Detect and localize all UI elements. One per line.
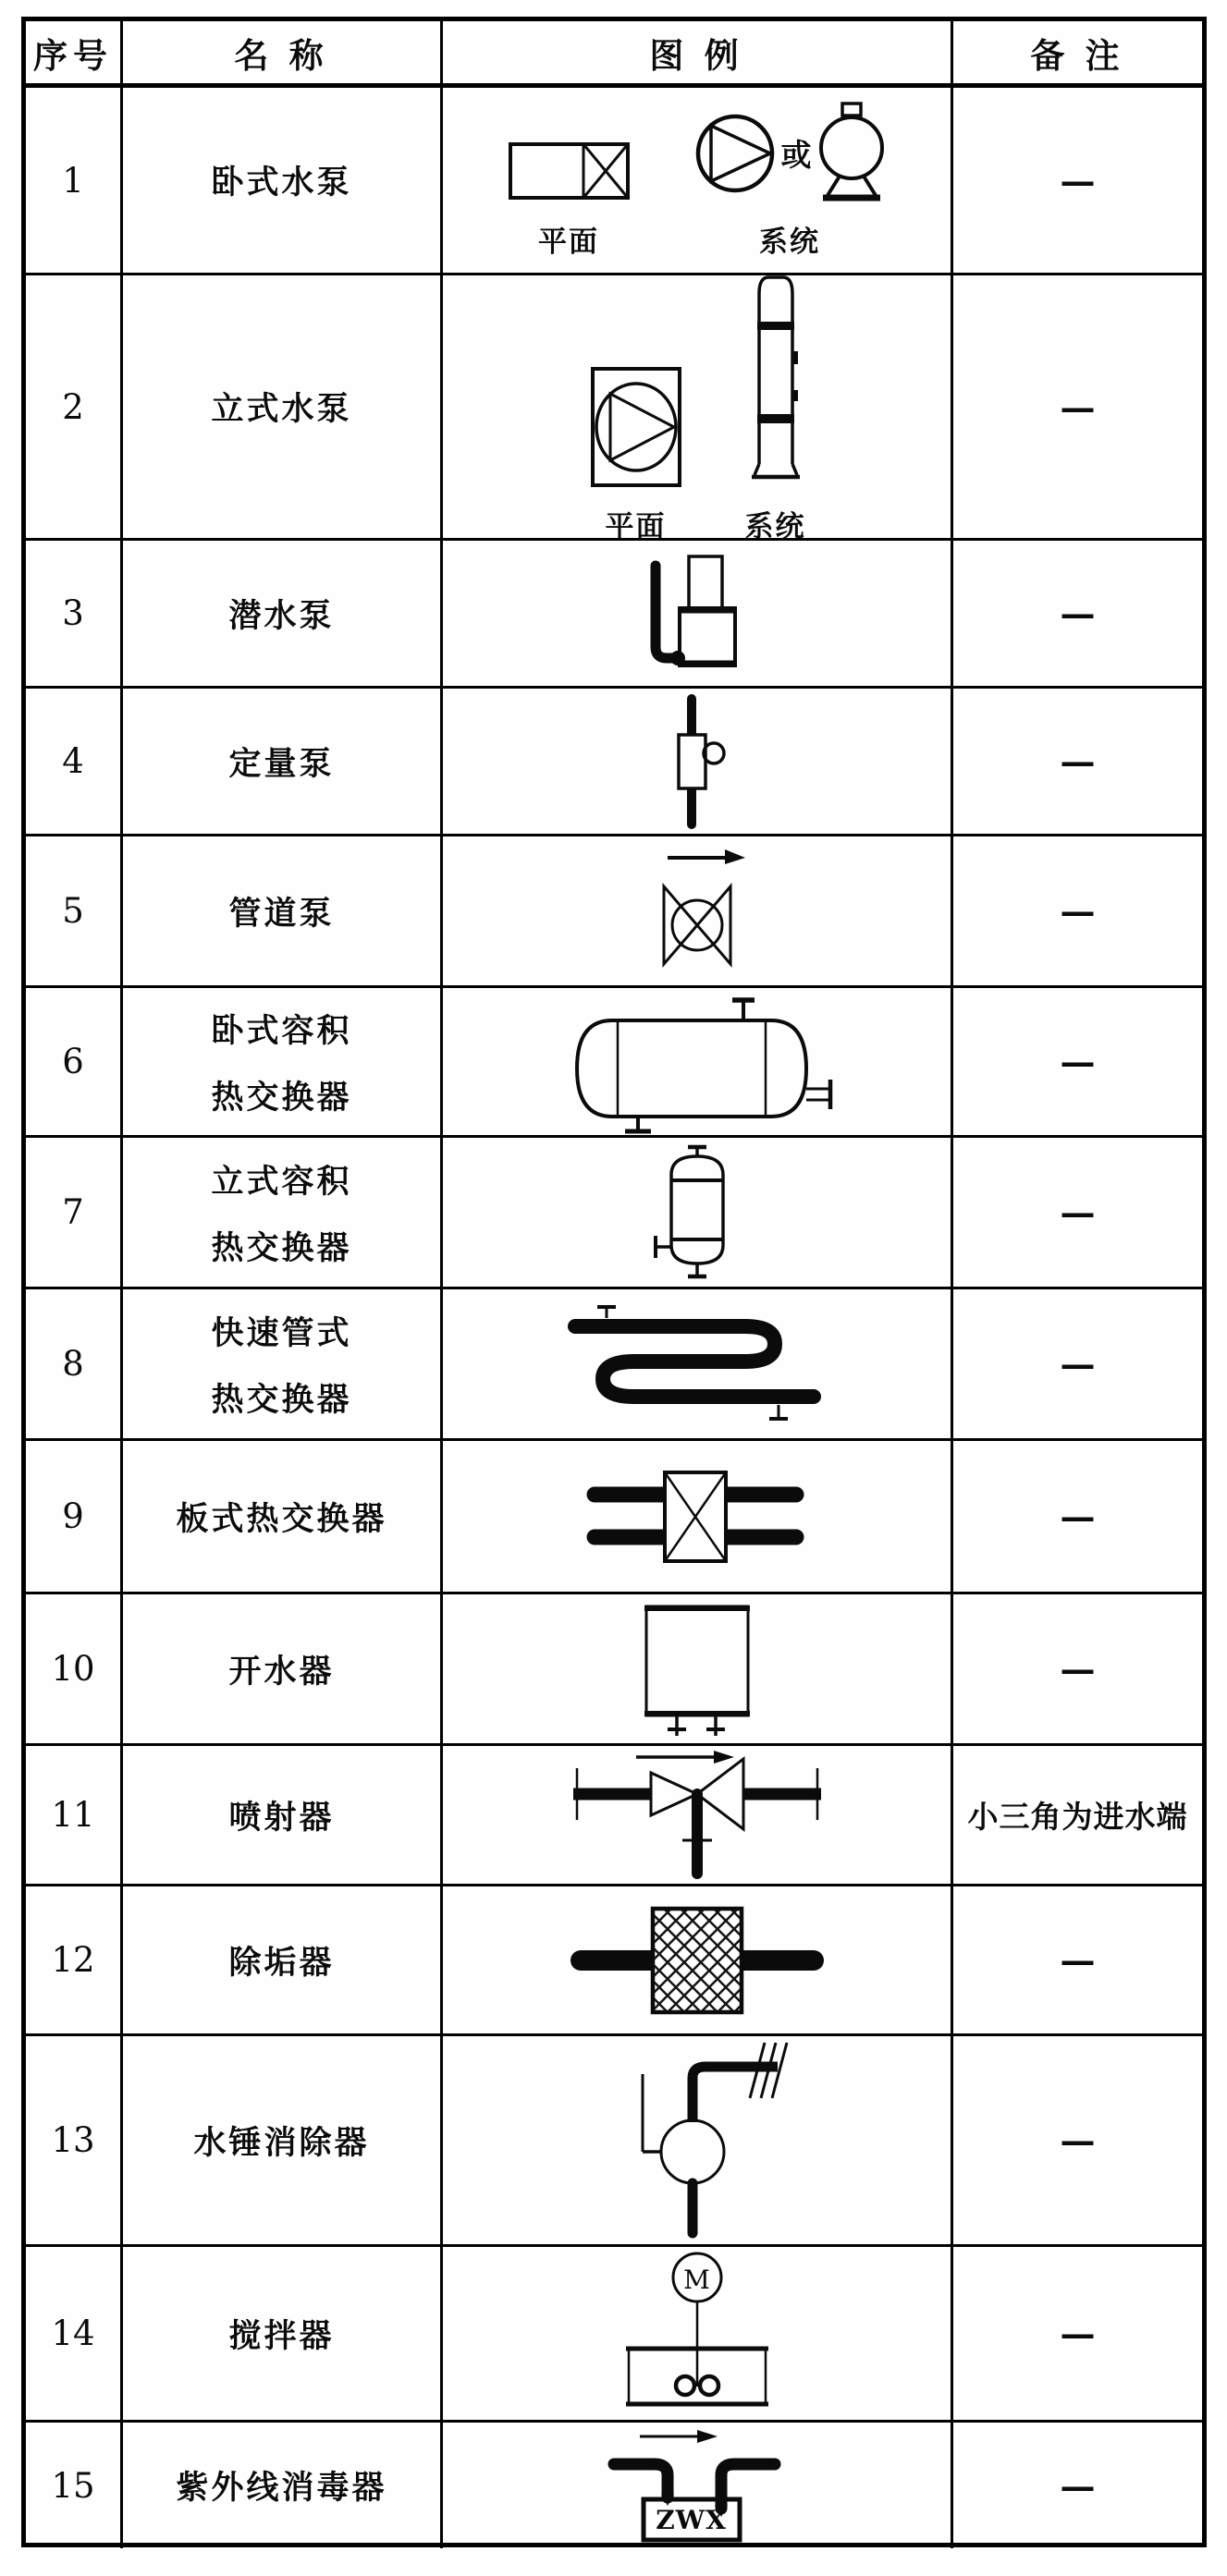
cell-legend [443, 1289, 953, 1438]
equipment-name-line2: 热交换器 [211, 1229, 352, 1266]
row-number: 3 [62, 593, 84, 633]
equipment-name: 定量泵 [228, 745, 335, 782]
cell-name [123, 275, 443, 538]
row-number: 10 [51, 1649, 95, 1689]
row-number: 5 [62, 891, 84, 931]
table-row [26, 2036, 1202, 2247]
horizontal-pump-plan-icon [507, 139, 632, 205]
horizontal-pump-system-pump-icon [816, 102, 888, 205]
vertical-pump-plan-icon [588, 364, 684, 490]
cell-no [26, 2036, 123, 2244]
cell-no [26, 1746, 123, 1884]
metering-pump-icon [658, 692, 736, 831]
cell-name [123, 1138, 443, 1287]
cell-legend [443, 988, 953, 1135]
agitator-symbol-group [577, 2248, 817, 2420]
equipment-name: 除垢器 [228, 1944, 335, 1981]
table-header-row [26, 21, 1202, 88]
equipment-name: 卧式水泵 [211, 165, 352, 201]
cell-remark [953, 1289, 1202, 1438]
row-number: 6 [62, 1042, 84, 1081]
cell-legend [443, 2423, 953, 2548]
table-row [26, 88, 1202, 275]
cell-remark [953, 2036, 1202, 2244]
equipment-name: 水锤消除器 [193, 2124, 370, 2161]
equipment-name: 立式水泵 [211, 391, 352, 427]
equipment-name: 立式容积 [211, 1163, 352, 1200]
remark-text: — [1060, 159, 1096, 201]
cell-legend [443, 1886, 953, 2033]
system-label: 系统 [744, 509, 806, 543]
cell-remark [953, 1886, 1202, 2033]
cell-no [26, 2247, 123, 2420]
cell-no [26, 275, 123, 538]
cell-remark [953, 689, 1202, 834]
plan-label: 平面 [605, 509, 667, 543]
cell-name [123, 2423, 443, 2548]
cell-no [26, 1886, 123, 2033]
header-cell-remark [953, 21, 1202, 83]
remark-text: — [1060, 592, 1096, 634]
equipment-name-line2: 热交换器 [211, 1079, 352, 1116]
equipment-name: 板式热交换器 [176, 1500, 387, 1537]
vertical-pump-system-icon [746, 270, 805, 490]
header-no-label: 序号 [33, 36, 113, 75]
cell-no [26, 88, 123, 273]
cell-legend [443, 275, 953, 543]
table-row [26, 1441, 1202, 1594]
row-number: 1 [62, 160, 84, 201]
row-number: 15 [51, 2465, 95, 2506]
header-cell-name [123, 21, 443, 83]
cell-legend [443, 1594, 953, 1743]
cell-remark [953, 541, 1202, 686]
row-number: 8 [62, 1344, 84, 1384]
cell-name [123, 88, 443, 273]
cell-name [123, 541, 443, 686]
remark-text: — [1060, 2464, 1096, 2507]
equipment-name-line2: 热交换器 [211, 1381, 352, 1418]
remark-text: — [1060, 1191, 1096, 1233]
equipment-name: 搅拌器 [228, 2317, 335, 2354]
equipment-name: 卧式容积 [211, 1012, 352, 1049]
cell-remark [953, 836, 1202, 985]
plan-label: 平面 [538, 225, 599, 258]
vertical-storage-heat-exchanger-icon [646, 1143, 748, 1282]
pipeline-pump-icon [640, 844, 755, 978]
quick-tube-heat-exchanger-icon [549, 1304, 845, 1424]
cell-remark [953, 1594, 1202, 1743]
descaler-icon [568, 1896, 827, 2025]
uv-sterilizer-symbol-group [586, 2427, 808, 2544]
horizontal-storage-heat-exchanger-icon [553, 989, 841, 1135]
cell-no [26, 689, 123, 834]
header-name-label: 名 称 [234, 36, 329, 75]
cell-name [123, 1886, 443, 2033]
cell-remark [953, 1138, 1202, 1287]
system-label: 系统 [759, 225, 820, 258]
table-row [26, 1886, 1202, 2036]
cell-legend [443, 836, 953, 985]
row-number: 4 [62, 741, 84, 781]
submersible-pump-icon [628, 551, 767, 676]
water-hammer-arrester-icon [582, 2041, 813, 2240]
row-number: 9 [62, 1496, 84, 1536]
equipment-name: 紫外线消毒器 [176, 2470, 387, 2506]
water-boiler-icon [623, 1599, 771, 1740]
remark-text: — [1060, 740, 1096, 782]
remark-text: — [1060, 1041, 1096, 1082]
cell-no [26, 1289, 123, 1438]
cell-name [123, 1746, 443, 1884]
plate-heat-exchanger-icon [572, 1465, 822, 1569]
cell-no [26, 1441, 123, 1592]
cell-remark [953, 275, 1202, 538]
equipment-legend-table [21, 17, 1207, 2547]
cell-remark [953, 988, 1202, 1135]
row-number: 2 [62, 386, 84, 427]
cell-legend [443, 1441, 953, 1592]
plan-symbol-group [507, 139, 632, 260]
plan-symbol-group [588, 364, 684, 544]
equipment-name: 潜水泵 [228, 597, 335, 634]
table-row [26, 1746, 1202, 1886]
zwx-label: ZWX [656, 2505, 727, 2535]
remark-text: — [1060, 1496, 1096, 1537]
row-number: 14 [51, 2314, 95, 2353]
table-row [26, 1594, 1202, 1746]
cell-legend [443, 689, 953, 834]
horizontal-pump-system-circle-icon [693, 102, 778, 205]
table-row [26, 1138, 1202, 1289]
table-row [26, 2423, 1202, 2548]
cell-remark [953, 2423, 1202, 2548]
cell-name [123, 2036, 443, 2244]
remark-text: — [1060, 2119, 1096, 2161]
cell-legend [443, 1138, 953, 1287]
table-row [26, 689, 1202, 836]
remark-text: — [1060, 2313, 1096, 2354]
cell-legend [443, 541, 953, 686]
row-number: 12 [51, 1940, 95, 1980]
cell-no [26, 541, 123, 686]
cell-no [26, 836, 123, 985]
header-legend-label: 图 例 [649, 36, 744, 75]
table-row [26, 988, 1202, 1138]
cell-name [123, 1441, 443, 1592]
remark-text: — [1060, 1648, 1096, 1690]
table-row [26, 2247, 1202, 2423]
remark-text: — [1060, 1343, 1096, 1385]
cell-remark [953, 1746, 1202, 1884]
cell-no [26, 1594, 123, 1743]
cell-name [123, 2247, 443, 2420]
equipment-name: 开水器 [228, 1653, 335, 1690]
cell-no [26, 2423, 123, 2548]
equipment-name: 管道泵 [228, 895, 335, 932]
cell-remark [953, 2247, 1202, 2420]
equipment-name: 快速管式 [211, 1314, 352, 1351]
cell-no [26, 988, 123, 1135]
cell-legend [443, 2036, 953, 2244]
table-row [26, 275, 1202, 541]
remark-text: — [1060, 890, 1096, 932]
cell-legend [443, 1746, 953, 1884]
remark-text: — [1060, 385, 1096, 428]
cell-name [123, 1289, 443, 1438]
cell-legend [443, 2247, 953, 2420]
table-row [26, 541, 1202, 689]
cell-no [26, 1138, 123, 1287]
ejector-icon [540, 1750, 854, 1881]
or-label: 或 [780, 138, 812, 172]
motor-label: M [683, 2264, 710, 2295]
cell-name [123, 836, 443, 985]
cell-legend [443, 88, 953, 273]
cell-remark [953, 88, 1202, 273]
table-row [26, 836, 1202, 988]
row-number: 7 [62, 1192, 84, 1232]
system-symbol-group [745, 270, 806, 544]
header-cell-legend [443, 21, 953, 83]
cell-name [123, 689, 443, 834]
row-number: 13 [51, 2120, 95, 2160]
cell-remark [953, 1441, 1202, 1592]
header-cell-no [26, 21, 123, 83]
equipment-name: 喷射器 [228, 1799, 335, 1836]
cell-name [123, 1594, 443, 1743]
table-row [26, 1289, 1202, 1441]
header-remark-label: 备 注 [1030, 36, 1125, 75]
remark-text: 小三角为进水端 [967, 1800, 1188, 1834]
system-symbol-group [693, 102, 888, 260]
row-number: 11 [51, 1795, 95, 1835]
cell-name [123, 988, 443, 1135]
remark-text: — [1060, 1939, 1096, 1981]
